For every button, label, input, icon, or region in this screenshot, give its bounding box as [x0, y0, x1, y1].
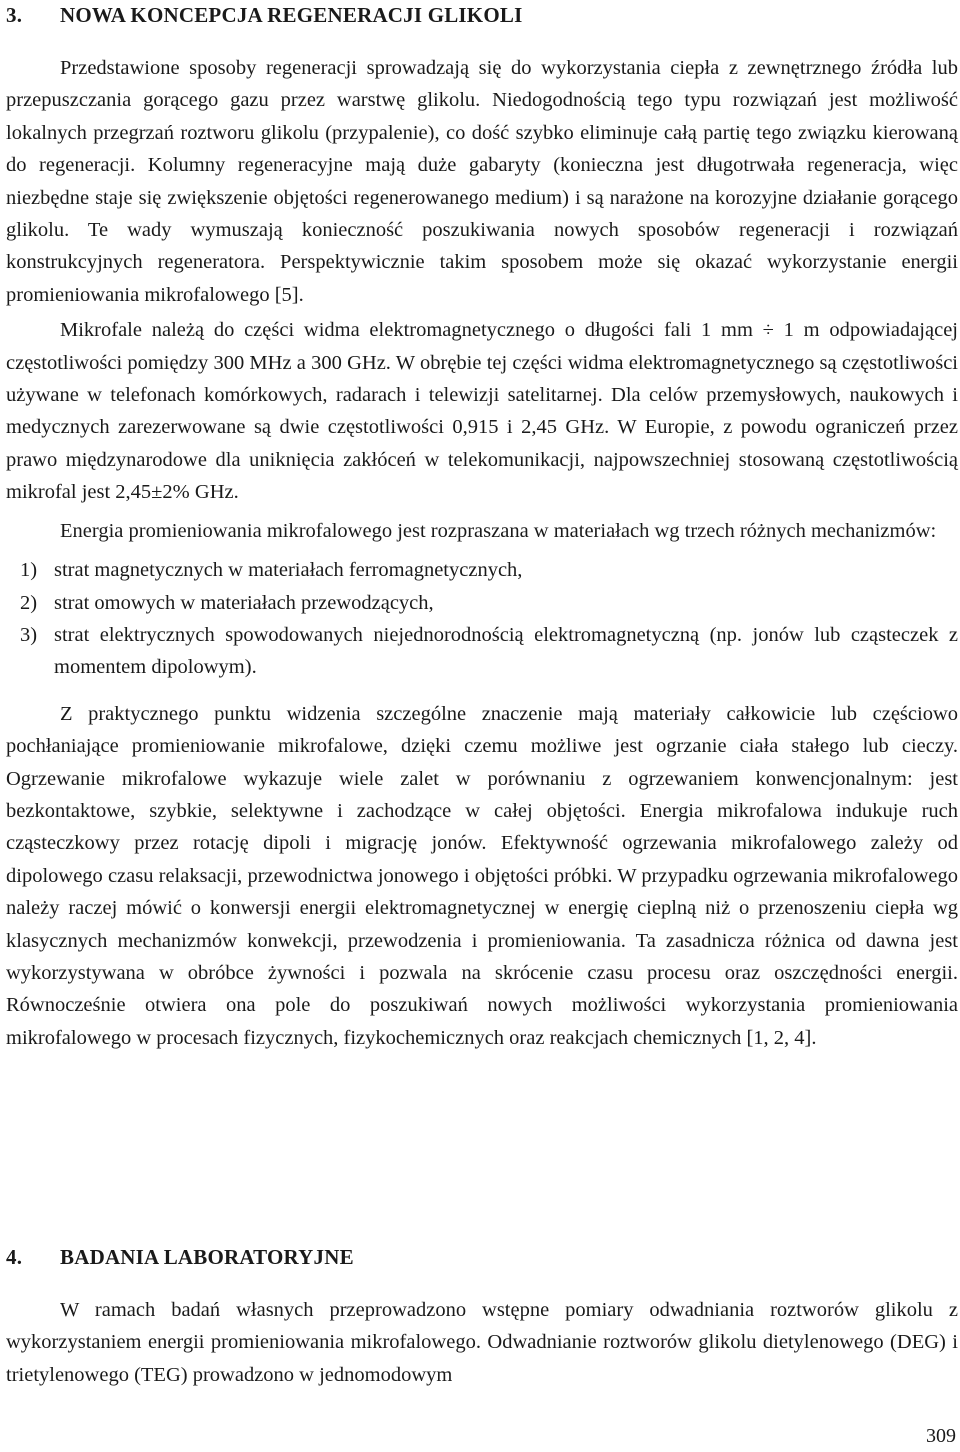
list-marker: 2) [20, 591, 38, 614]
list-item-text: strat omowych w materiałach przewodzących, [54, 591, 434, 614]
page-number: 309 [926, 1425, 956, 1447]
list-marker: 3) [20, 623, 38, 646]
section-3-paragraph-3: Energia promieniowania mikrofalowego jest rozpraszana w materiałach wg trzech różnych mechanizmów: [60, 519, 937, 542]
mechanisms-list [6, 554, 958, 684]
list-item [6, 554, 958, 586]
section-3-paragraph-2: Mikrofale należą do części widma elektromagnetycznego o długości fali 1 mm ÷ 1 m odpowiadającej częstotliwości pomiędzy 300 MHz a 300 GHz. W obrębie tej części widma elektromagnetycznego są częstotliwości używane w telefonach komórkowych, radarach i telewizji satelitarnej. Dla celów przemysłowych, naukowych i medycznych zarezerwowane są dwie częstotliwości 0,915 i 2,45 GHz. W Europie, z powodu ograniczeń przez prawo międzynarodowe dla uniknięcia zakłóceń w telekomunikacji, najpowszechniej stosowaną częstotliwością mikrofal jest 2,45±2% GHz. [6, 319, 958, 504]
section-3-number: 3. [6, 3, 23, 27]
section-3-title: NOWA KONCEPCJA REGENERACJI GLIKOLI [60, 3, 523, 27]
section-3-body [6, 52, 958, 1054]
section-3-paragraph-1: Przedstawione sposoby regeneracji sprowadzają się do wykorzystania ciepła z zewnętrznego źródła lub przepuszczania gorącego gazu przez warstwę glikolu. Niedogodnością tego typu rozwiązań jest możliwość lokalnych przegrzań roztworu glikolu (przypalenie), co dość szybko eliminuje całą partię tego związku kierowaną do regeneracji. Kolumny regeneracyjne mają duże gabaryty (konieczna jest długotrwała regeneracja, więc niezbędne staje się zwiększenie objętości regenerowanego medium) i są narażone na korozyjne działanie gorącego glikolu. Te wady wymuszają konieczność poszukiwania nowych sposobów regeneracji i rozwiązań konstrukcyjnych regeneratora. Perspektywicznie takim sposobem może się okazać wykorzystanie energii promieniowania mikrofalowego [5]. [6, 57, 958, 306]
section-4-body [6, 1294, 958, 1391]
section-3-heading [6, 0, 522, 32]
section-4-number: 4. [6, 1245, 23, 1269]
list-item [6, 619, 958, 684]
list-marker: 1) [20, 559, 38, 582]
section-4-title: BADANIA LABORATORYJNE [60, 1245, 354, 1269]
section-3-paragraph-4: Z praktycznego punktu widzenia szczególne znaczenie mają materiały całkowicie lub częściowo pochłaniające promieniowanie mikrofalowe, dzięki czemu możliwe jest ogrzanie ciała stałego lub cieczy. Ogrzewanie mikrofalowe wykazuje wiele zalet w porównaniu z ogrzewaniem konwencjonalnym: jest bezkontaktowe, szybkie, selektywne i zachodzące w całej objętości. Energia mikrofalowa indukuje ruch cząsteczkowy przez rotację dipoli i migrację jonów. Efektywność ogrzewania mikrofalowego zależy od dipolowego czasu relaksacji, przewodnictwa jonowego i objętości próbki. W przypadku ogrzewania mikrofalowego należy raczej mówić o konwersji energii elektromagnetycznej w energię cieplną niż o przenoszeniu ciepła wg klasycznych mechanizmów konwekcji, przewodzenia i promieniowania. Ta zasadnicza różnica od dawna jest wykorzystywana w obróbce żywności i pozwala na skrócenie czasu procesu oraz oszczędności energii. Równocześnie otwiera ona pole do poszukiwań nowych możliwości wykorzystania promieniowania mikrofalowego w procesach fizycznych, fizykochemicznych oraz reakcjach chemicznych [1, 2, 4]. [6, 702, 958, 1049]
list-item-text: strat elektrycznych spowodowanych niejednorodnością elektromagnetyczną (np. jonów lub cząsteczek z momentem dipolowym). [54, 623, 958, 679]
section-4-paragraph-1: W ramach badań własnych przeprowadzono wstępne pomiary odwadniania roztworów glikolu z wykorzystaniem energii promieniowania mikrofalowego. Odwadnianie roztworów glikolu dietylenowego (DEG) i trietylenowego (TEG) prowadzono w jednomodowym [6, 1299, 958, 1386]
section-4-heading [6, 1242, 354, 1274]
list-item-text: strat magnetycznych w materiałach ferromagnetycznych, [54, 559, 523, 582]
list-item [6, 587, 958, 619]
